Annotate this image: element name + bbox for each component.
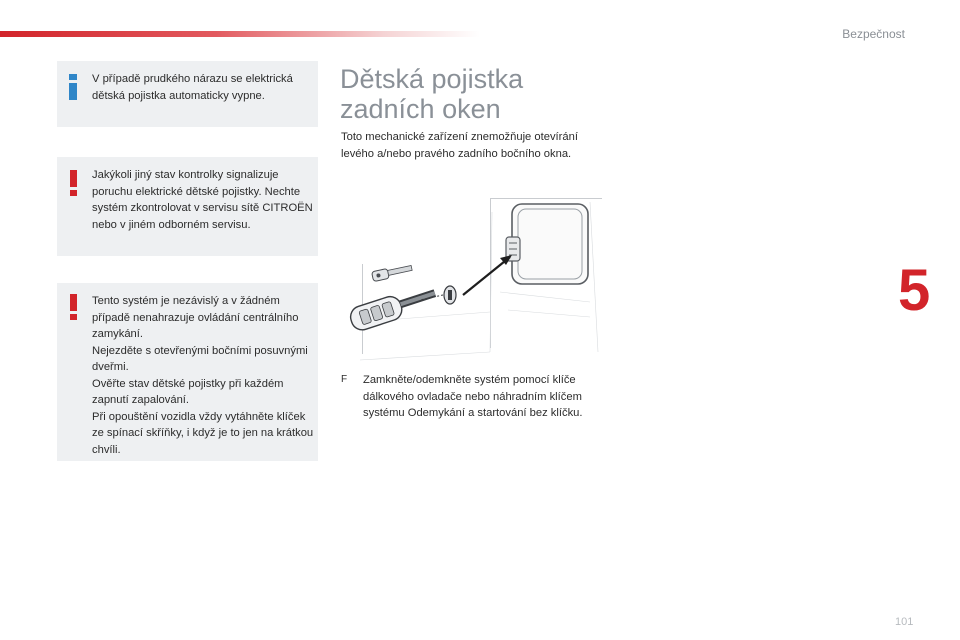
warning-1-text xyxy=(92,167,314,233)
warning-2-paragraph: Při opouštění vozidla vždy vytáhněte klíček ze spínací skříňky, i když je to jen na krátkou chvíli. xyxy=(92,410,314,456)
info-note-paragraph: V případě prudkého nárazu se elektrická dětská pojistka automaticky vypne. xyxy=(92,73,293,102)
chapter-number: 5 xyxy=(898,258,931,323)
warning-box-1 xyxy=(57,157,318,256)
page-title xyxy=(340,64,600,124)
warning-2-text xyxy=(92,293,314,458)
info-icon xyxy=(69,74,77,100)
warning-box-2 xyxy=(57,283,318,461)
page-number: 101 xyxy=(895,616,914,628)
page-title-line-1: Dětská pojistka xyxy=(340,64,524,94)
warning-icon xyxy=(70,170,77,196)
key-and-window-lock-illustration xyxy=(340,192,605,362)
warning-1-paragraph: Jakýkoli jiný stav kontrolky signalizuje poruchu elektrické dětské pojistky. Nechte systém zkontrolovat v servisu sítě CITROËN nebo v jiném odborném servisu. xyxy=(92,169,313,231)
warning-icon xyxy=(70,294,77,320)
bullet-marker: F xyxy=(341,374,348,385)
info-note-box xyxy=(57,61,318,127)
warning-2-paragraph: Tento systém je nezávislý a v žádném případě nenahrazuje ovládání centrálního zamykání. xyxy=(92,295,299,340)
page-title-line-2: zadních oken xyxy=(340,94,501,124)
warning-2-paragraph: Nejezděte s otevřenými bočními posuvnými dveřmi. xyxy=(92,344,308,373)
intro-text: Toto mechanické zařízení znemožňuje otevírání levého a/nebo pravého zadního bočního okna. xyxy=(341,131,578,160)
warning-2-paragraph: Ověřte stav dětské pojistky při každém zapnutí zapalování. xyxy=(92,377,284,406)
bullet-text: Zamkněte/odemkněte systém pomocí klíče dálkového ovladače nebo náhradním klíčem systému Odemykání a startování bez klíčku. xyxy=(363,374,583,419)
info-note-text xyxy=(92,71,314,104)
header-accent-bar xyxy=(0,31,480,37)
section-label: Bezpečnost xyxy=(842,27,905,41)
